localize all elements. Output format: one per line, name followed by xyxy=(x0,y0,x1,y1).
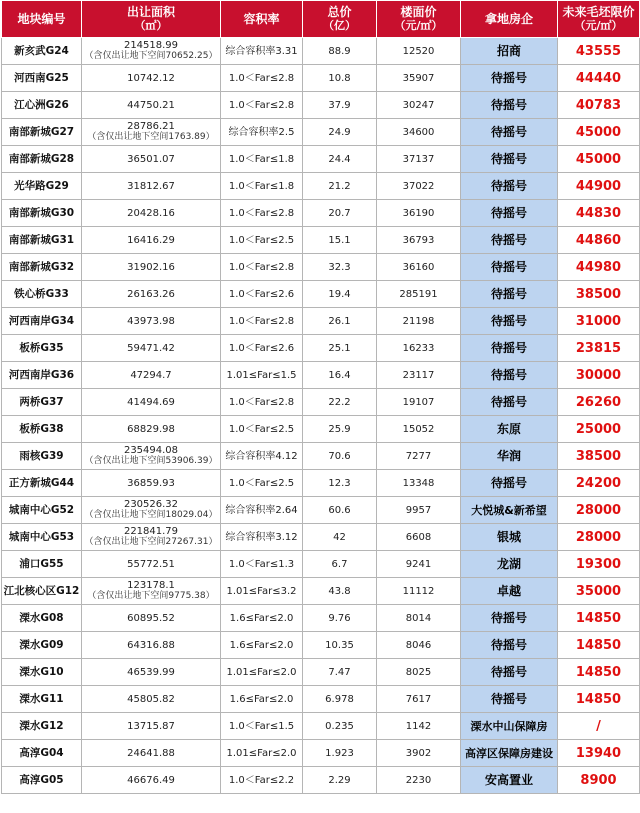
far-cell: 1.0＜Far≤2.2 xyxy=(221,767,303,794)
area-cell xyxy=(82,281,221,308)
table-row xyxy=(2,632,640,659)
area-value: 44750.21 xyxy=(127,99,175,111)
price-limit-cell: 44830 xyxy=(558,200,640,227)
floor-price-cell: 6608 xyxy=(377,524,461,551)
area-cell xyxy=(82,200,221,227)
floor-price-cell: 36160 xyxy=(377,254,461,281)
developer-cell: 待摇号 xyxy=(461,254,558,281)
table-row xyxy=(2,578,640,605)
area-value: 20428.16 xyxy=(127,207,175,219)
far-cell: 1.0＜Far≤1.8 xyxy=(221,146,303,173)
far-cell: 综合容积率4.12 xyxy=(221,443,303,470)
area-value: 26163.26 xyxy=(127,288,175,300)
header-label: 楼面价 xyxy=(400,5,437,19)
area-value: 31812.67 xyxy=(127,180,175,192)
header-unit: （亿） xyxy=(323,19,356,32)
area-cell xyxy=(82,713,221,740)
far-cell: 1.0＜Far≤2.6 xyxy=(221,335,303,362)
area-cell xyxy=(82,470,221,497)
developer-cell: 待摇号 xyxy=(461,281,558,308)
area-value: 41494.69 xyxy=(127,396,175,408)
plot-id-cell: 板桥G38 xyxy=(2,416,82,443)
plot-id-cell: 高淳G05 xyxy=(2,767,82,794)
table-row xyxy=(2,308,640,335)
floor-price-cell: 9957 xyxy=(377,497,461,524)
price-limit-cell: 30000 xyxy=(558,362,640,389)
floor-price-cell: 8014 xyxy=(377,605,461,632)
far-cell: 1.6≤Far≤2.0 xyxy=(221,632,303,659)
floor-price-cell: 19107 xyxy=(377,389,461,416)
table-row xyxy=(2,173,640,200)
developer-cell: 待摇号 xyxy=(461,605,558,632)
floor-price-cell: 30247 xyxy=(377,92,461,119)
area-note: （含仅出让地下空间1763.89） xyxy=(87,132,215,142)
header-unit: （元/㎡） xyxy=(574,19,623,32)
header-plot-id xyxy=(2,1,82,38)
header-label: 总价 xyxy=(327,5,352,19)
table-row xyxy=(2,389,640,416)
header-floor-price xyxy=(377,1,461,38)
area-value: 68829.98 xyxy=(127,423,175,435)
far-cell: 1.0＜Far≤2.8 xyxy=(221,65,303,92)
table-row xyxy=(2,740,640,767)
plot-id-cell: 河西南岸G36 xyxy=(2,362,82,389)
total-price-cell: 16.4 xyxy=(303,362,377,389)
floor-price-cell: 1142 xyxy=(377,713,461,740)
table-row xyxy=(2,659,640,686)
table-row xyxy=(2,605,640,632)
far-cell: 1.0＜Far≤2.8 xyxy=(221,254,303,281)
far-cell: 1.0＜Far≤1.8 xyxy=(221,173,303,200)
header-unit: （㎡） xyxy=(134,19,168,32)
header-price-limit xyxy=(558,1,640,38)
area-cell xyxy=(82,416,221,443)
far-cell: 1.0＜Far≤2.8 xyxy=(221,389,303,416)
total-price-cell: 1.923 xyxy=(303,740,377,767)
header-label: 未来毛坯限价 xyxy=(562,5,635,19)
area-cell xyxy=(82,443,221,470)
area-cell xyxy=(82,686,221,713)
area-cell xyxy=(82,65,221,92)
area-cell xyxy=(82,335,221,362)
developer-cell: 待摇号 xyxy=(461,389,558,416)
table-row xyxy=(2,470,640,497)
far-cell: 1.0＜Far≤2.8 xyxy=(221,308,303,335)
plot-id-cell: 板桥G35 xyxy=(2,335,82,362)
total-price-cell: 88.9 xyxy=(303,38,377,65)
total-price-cell: 43.8 xyxy=(303,578,377,605)
area-note: （含仅出让地下空间53906.39） xyxy=(84,456,218,466)
floor-price-cell: 11112 xyxy=(377,578,461,605)
floor-price-cell: 13348 xyxy=(377,470,461,497)
area-cell xyxy=(82,173,221,200)
area-cell xyxy=(82,389,221,416)
far-cell: 1.0＜Far≤2.8 xyxy=(221,200,303,227)
floor-price-cell: 8025 xyxy=(377,659,461,686)
area-cell xyxy=(82,578,221,605)
area-value: 123178.1 xyxy=(127,580,175,591)
plot-id-cell: 雨核G39 xyxy=(2,443,82,470)
land-auction-table xyxy=(1,0,640,794)
plot-id-cell: 正方新城G44 xyxy=(2,470,82,497)
area-cell xyxy=(82,362,221,389)
floor-price-cell: 2230 xyxy=(377,767,461,794)
developer-cell: 安高置业 xyxy=(461,767,558,794)
developer-cell: 待摇号 xyxy=(461,92,558,119)
price-limit-cell: 45000 xyxy=(558,146,640,173)
area-cell xyxy=(82,551,221,578)
price-limit-cell: 26260 xyxy=(558,389,640,416)
total-price-cell: 22.2 xyxy=(303,389,377,416)
header-developer xyxy=(461,1,558,38)
table-row xyxy=(2,146,640,173)
total-price-cell: 24.9 xyxy=(303,119,377,146)
plot-id-cell: 溧水G12 xyxy=(2,713,82,740)
area-cell xyxy=(82,632,221,659)
price-limit-cell: 43555 xyxy=(558,38,640,65)
price-limit-cell: 28000 xyxy=(558,497,640,524)
total-price-cell: 15.1 xyxy=(303,227,377,254)
price-limit-cell: 24200 xyxy=(558,470,640,497)
far-cell: 综合容积率3.31 xyxy=(221,38,303,65)
developer-cell: 龙湖 xyxy=(461,551,558,578)
table-row xyxy=(2,767,640,794)
price-limit-cell: 14850 xyxy=(558,659,640,686)
floor-price-cell: 34600 xyxy=(377,119,461,146)
area-value: 230526.32 xyxy=(123,499,179,510)
floor-price-cell: 35907 xyxy=(377,65,461,92)
developer-cell: 华润 xyxy=(461,443,558,470)
price-limit-cell: 23815 xyxy=(558,335,640,362)
header-label: 容积率 xyxy=(243,11,280,26)
table-row xyxy=(2,362,640,389)
table-row xyxy=(2,254,640,281)
plot-id-cell: 南部新城G28 xyxy=(2,146,82,173)
developer-cell: 待摇号 xyxy=(461,65,558,92)
header-label: 地块编号 xyxy=(17,11,66,26)
area-note: （含仅出让地下空间27267.31） xyxy=(84,537,218,547)
floor-price-cell: 36793 xyxy=(377,227,461,254)
header-label: 拿地房企 xyxy=(484,11,533,26)
area-value: 16416.29 xyxy=(127,234,175,246)
total-price-cell: 9.76 xyxy=(303,605,377,632)
floor-price-cell: 23117 xyxy=(377,362,461,389)
developer-cell: 待摇号 xyxy=(461,308,558,335)
far-cell: 1.0＜Far≤1.5 xyxy=(221,713,303,740)
area-note: （含仅出让地下空间18029.04） xyxy=(84,510,218,520)
developer-cell: 待摇号 xyxy=(461,686,558,713)
area-cell xyxy=(82,38,221,65)
area-cell xyxy=(82,92,221,119)
developer-cell: 大悦城&新希望 xyxy=(461,497,558,524)
table-row xyxy=(2,92,640,119)
floor-price-cell: 36190 xyxy=(377,200,461,227)
far-cell: 1.0＜Far≤1.3 xyxy=(221,551,303,578)
floor-price-cell: 7277 xyxy=(377,443,461,470)
table-row xyxy=(2,686,640,713)
price-limit-cell: 40783 xyxy=(558,92,640,119)
total-price-cell: 0.235 xyxy=(303,713,377,740)
price-limit-cell: / xyxy=(558,713,640,740)
table-row xyxy=(2,416,640,443)
plot-id-cell: 溧水G10 xyxy=(2,659,82,686)
table-row xyxy=(2,335,640,362)
total-price-cell: 12.3 xyxy=(303,470,377,497)
total-price-cell: 70.6 xyxy=(303,443,377,470)
total-price-cell: 60.6 xyxy=(303,497,377,524)
header-label: 出让面积 xyxy=(126,5,175,19)
plot-id-cell: 铁心桥G33 xyxy=(2,281,82,308)
header-area xyxy=(82,1,221,38)
area-cell xyxy=(82,659,221,686)
far-cell: 1.01≤Far≤3.2 xyxy=(221,578,303,605)
table-row xyxy=(2,497,640,524)
area-cell xyxy=(82,308,221,335)
floor-price-cell: 3902 xyxy=(377,740,461,767)
total-price-cell: 6.978 xyxy=(303,686,377,713)
area-value: 60895.52 xyxy=(127,612,175,624)
table-row xyxy=(2,227,640,254)
floor-price-cell: 12520 xyxy=(377,38,461,65)
floor-price-cell: 8046 xyxy=(377,632,461,659)
area-cell xyxy=(82,497,221,524)
developer-cell: 待摇号 xyxy=(461,119,558,146)
developer-cell: 招商 xyxy=(461,38,558,65)
total-price-cell: 24.4 xyxy=(303,146,377,173)
total-price-cell: 32.3 xyxy=(303,254,377,281)
area-value: 47294.7 xyxy=(130,369,172,381)
price-limit-cell: 14850 xyxy=(558,605,640,632)
far-cell: 综合容积率2.5 xyxy=(221,119,303,146)
developer-cell: 待摇号 xyxy=(461,227,558,254)
table-row xyxy=(2,200,640,227)
area-cell xyxy=(82,740,221,767)
price-limit-cell: 44440 xyxy=(558,65,640,92)
far-cell: 1.0＜Far≤2.8 xyxy=(221,92,303,119)
plot-id-cell: 光华路G29 xyxy=(2,173,82,200)
developer-cell: 待摇号 xyxy=(461,470,558,497)
plot-id-cell: 溧水G09 xyxy=(2,632,82,659)
area-cell xyxy=(82,146,221,173)
area-value: 24641.88 xyxy=(127,747,175,759)
developer-cell: 卓越 xyxy=(461,578,558,605)
area-value: 64316.88 xyxy=(127,639,175,651)
plot-id-cell: 河西南G25 xyxy=(2,65,82,92)
area-cell xyxy=(82,605,221,632)
area-value: 28786.21 xyxy=(127,121,175,132)
total-price-cell: 19.4 xyxy=(303,281,377,308)
area-value: 13715.87 xyxy=(127,720,175,732)
plot-id-cell: 两桥G37 xyxy=(2,389,82,416)
total-price-cell: 26.1 xyxy=(303,308,377,335)
total-price-cell: 10.35 xyxy=(303,632,377,659)
area-value: 221841.79 xyxy=(123,526,179,537)
price-limit-cell: 44980 xyxy=(558,254,640,281)
developer-cell: 银城 xyxy=(461,524,558,551)
plot-id-cell: 河西南岸G34 xyxy=(2,308,82,335)
far-cell: 1.0＜Far≤2.5 xyxy=(221,470,303,497)
far-cell: 1.6≤Far≤2.0 xyxy=(221,686,303,713)
area-cell xyxy=(82,227,221,254)
floor-price-cell: 285191 xyxy=(377,281,461,308)
far-cell: 1.01≤Far≤2.0 xyxy=(221,659,303,686)
far-cell: 综合容积率2.64 xyxy=(221,497,303,524)
plot-id-cell: 城南中心G52 xyxy=(2,497,82,524)
total-price-cell: 21.2 xyxy=(303,173,377,200)
price-limit-cell: 44860 xyxy=(558,227,640,254)
price-limit-cell: 25000 xyxy=(558,416,640,443)
table-row xyxy=(2,443,640,470)
plot-id-cell: 南部新城G32 xyxy=(2,254,82,281)
total-price-cell: 25.9 xyxy=(303,416,377,443)
header-unit: （元/㎡） xyxy=(394,19,443,32)
plot-id-cell: 溧水G11 xyxy=(2,686,82,713)
plot-id-cell: 高淳G04 xyxy=(2,740,82,767)
price-limit-cell: 19300 xyxy=(558,551,640,578)
total-price-cell: 37.9 xyxy=(303,92,377,119)
plot-id-cell: 南部新城G30 xyxy=(2,200,82,227)
developer-cell: 待摇号 xyxy=(461,200,558,227)
area-value: 59471.42 xyxy=(127,342,175,354)
header-total-price xyxy=(303,1,377,38)
price-limit-cell: 14850 xyxy=(558,632,640,659)
area-cell xyxy=(82,524,221,551)
area-cell xyxy=(82,254,221,281)
table-row xyxy=(2,524,640,551)
developer-cell: 东原 xyxy=(461,416,558,443)
developer-cell: 待摇号 xyxy=(461,659,558,686)
total-price-cell: 7.47 xyxy=(303,659,377,686)
table-row xyxy=(2,119,640,146)
far-cell: 1.01≤Far≤1.5 xyxy=(221,362,303,389)
price-limit-cell: 13940 xyxy=(558,740,640,767)
developer-cell: 溧水中山保障房 xyxy=(461,713,558,740)
plot-id-cell: 浦口G55 xyxy=(2,551,82,578)
header-row xyxy=(2,1,640,38)
header-far xyxy=(221,1,303,38)
area-value: 235494.08 xyxy=(123,445,179,456)
floor-price-cell: 21198 xyxy=(377,308,461,335)
plot-id-cell: 江心洲G26 xyxy=(2,92,82,119)
area-note: （含仅出让地下空间70652.25） xyxy=(84,51,218,61)
floor-price-cell: 9241 xyxy=(377,551,461,578)
far-cell: 1.0＜Far≤2.5 xyxy=(221,416,303,443)
total-price-cell: 20.7 xyxy=(303,200,377,227)
far-cell: 1.01≤Far≤2.0 xyxy=(221,740,303,767)
table-row xyxy=(2,38,640,65)
plot-id-cell: 溧水G08 xyxy=(2,605,82,632)
developer-cell: 待摇号 xyxy=(461,146,558,173)
total-price-cell: 42 xyxy=(303,524,377,551)
area-note: （含仅出让地下空间9775.38） xyxy=(87,591,215,601)
total-price-cell: 6.7 xyxy=(303,551,377,578)
area-value: 46539.99 xyxy=(127,666,175,678)
developer-cell: 待摇号 xyxy=(461,362,558,389)
plot-id-cell: 南部新城G31 xyxy=(2,227,82,254)
price-limit-cell: 8900 xyxy=(558,767,640,794)
total-price-cell: 25.1 xyxy=(303,335,377,362)
area-value: 10742.12 xyxy=(127,72,175,84)
plot-id-cell: 南部新城G27 xyxy=(2,119,82,146)
far-cell: 1.0＜Far≤2.5 xyxy=(221,227,303,254)
area-value: 45805.82 xyxy=(127,693,175,705)
table-row xyxy=(2,551,640,578)
far-cell: 综合容积率3.12 xyxy=(221,524,303,551)
floor-price-cell: 7617 xyxy=(377,686,461,713)
area-value: 43973.98 xyxy=(127,315,175,327)
area-cell xyxy=(82,119,221,146)
total-price-cell: 10.8 xyxy=(303,65,377,92)
price-limit-cell: 31000 xyxy=(558,308,640,335)
total-price-cell: 2.29 xyxy=(303,767,377,794)
floor-price-cell: 37137 xyxy=(377,146,461,173)
developer-cell: 待摇号 xyxy=(461,173,558,200)
far-cell: 1.6≤Far≤2.0 xyxy=(221,605,303,632)
area-value: 31902.16 xyxy=(127,261,175,273)
price-limit-cell: 35000 xyxy=(558,578,640,605)
far-cell: 1.0＜Far≤2.6 xyxy=(221,281,303,308)
table-body xyxy=(2,38,640,794)
price-limit-cell: 45000 xyxy=(558,119,640,146)
floor-price-cell: 15052 xyxy=(377,416,461,443)
floor-price-cell: 16233 xyxy=(377,335,461,362)
floor-price-cell: 37022 xyxy=(377,173,461,200)
price-limit-cell: 38500 xyxy=(558,281,640,308)
table-row xyxy=(2,713,640,740)
plot-id-cell: 江北核心区G12 xyxy=(2,578,82,605)
area-value: 36859.93 xyxy=(127,477,175,489)
area-value: 214518.99 xyxy=(123,40,179,51)
table-row xyxy=(2,281,640,308)
developer-cell: 高淳区保障房建设 xyxy=(461,740,558,767)
area-value: 36501.07 xyxy=(127,153,175,165)
developer-cell: 待摇号 xyxy=(461,632,558,659)
developer-cell: 待摇号 xyxy=(461,335,558,362)
area-cell xyxy=(82,767,221,794)
price-limit-cell: 28000 xyxy=(558,524,640,551)
area-value: 55772.51 xyxy=(127,558,175,570)
table-row xyxy=(2,65,640,92)
plot-id-cell: 新亥武G24 xyxy=(2,38,82,65)
price-limit-cell: 38500 xyxy=(558,443,640,470)
plot-id-cell: 城南中心G53 xyxy=(2,524,82,551)
price-limit-cell: 14850 xyxy=(558,686,640,713)
price-limit-cell: 44900 xyxy=(558,173,640,200)
area-value: 46676.49 xyxy=(127,774,175,786)
